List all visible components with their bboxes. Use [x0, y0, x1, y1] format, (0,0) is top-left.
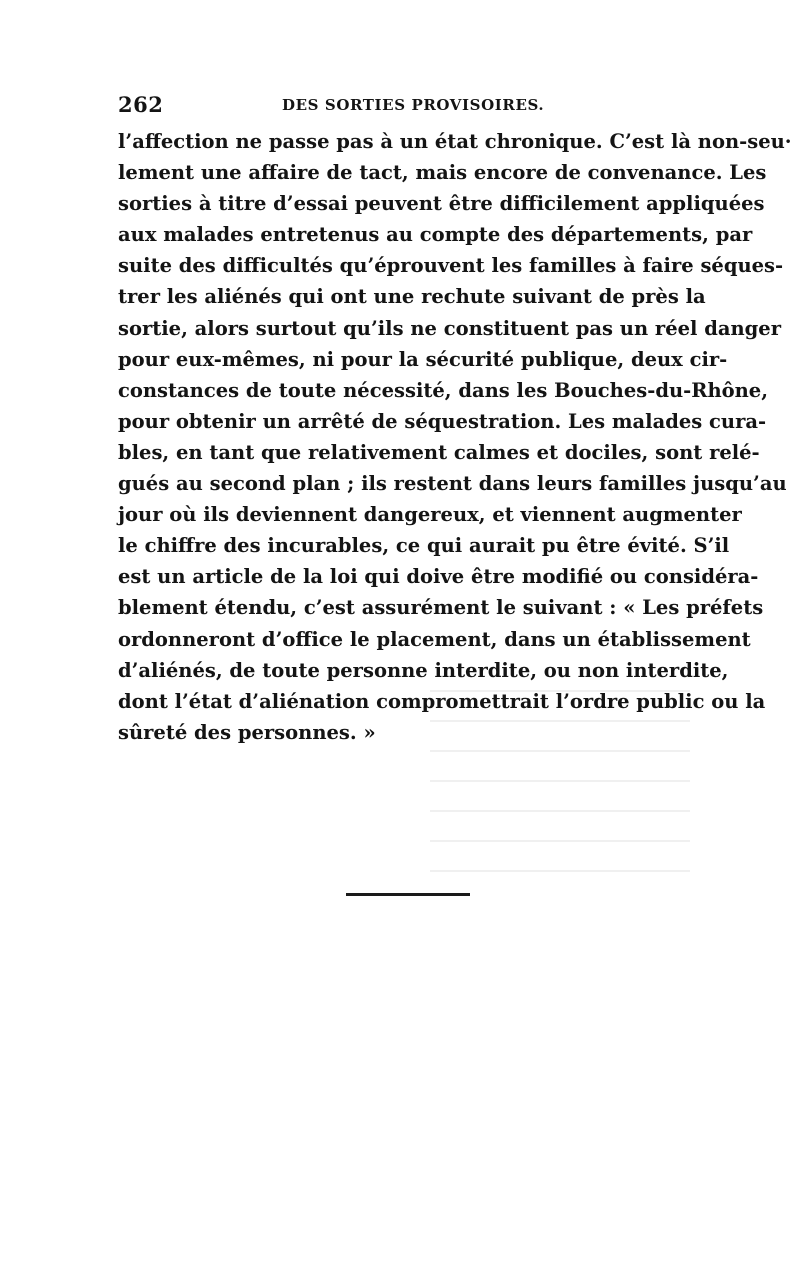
text-line: l’affection ne passe pas à un état chronique. C’est là non-seu· — [118, 130, 792, 153]
text-line: bles, en tant que relativement calmes et dociles, sont relé- — [118, 440, 760, 464]
section-end-rule — [346, 893, 470, 896]
text-line: pour eux-mêmes, ni pour la sécurité publique, deux cir- — [118, 347, 728, 371]
running-title: DES SORTIES PROVISOIRES. — [282, 96, 545, 114]
text-line: le chiffre des incurables, ce qui aurait pu être évité. S’il — [118, 534, 730, 558]
text-line: ordonneront d’office le placement, dans un établissement — [118, 627, 751, 651]
text-line: blement étendu, c’est assurément le suivant : « Les préfets — [118, 596, 764, 620]
text-line: sortie, alors surtout qu’ils ne constituent pas un réel danger — [118, 316, 781, 340]
show-through-texture — [430, 690, 690, 890]
text-line: trer les aliénés qui ont une rechute suivant de près la — [118, 285, 706, 309]
text-line: sûreté des personnes. » — [118, 720, 376, 744]
page-number: 262 — [118, 92, 164, 117]
text-line: pour obtenir un arrêté de séquestration. Les malades cura- — [118, 409, 767, 433]
text-line: sorties à titre d’essai peuvent être difficilement appliquées — [118, 192, 765, 216]
text-line: jour où ils deviennent dangereux, et viennent augmenter — [118, 503, 742, 527]
text-line: constances de toute nécessité, dans les Bouches-du-Rhône, — [118, 378, 769, 402]
text-line: dont l’état d’aliénation compromettrait l’ordre public ou la — [118, 689, 766, 713]
text-line: aux malades entretenus au compte des départements, par — [118, 223, 753, 247]
text-line: d’aliénés, de toute personne interdite, ou non interdite, — [118, 658, 729, 682]
body-text — [118, 126, 792, 748]
text-line: est un article de la loi qui doive être modifié ou considéra- — [118, 565, 759, 589]
text-line: suite des difficultés qu’éprouvent les familles à faire séques- — [118, 254, 784, 278]
text-line: gués au second plan ; ils restent dans leurs familles jusqu’au — [118, 472, 787, 496]
text-line: lement une affaire de tact, mais encore de convenance. Les — [118, 161, 767, 185]
running-head — [118, 92, 678, 118]
